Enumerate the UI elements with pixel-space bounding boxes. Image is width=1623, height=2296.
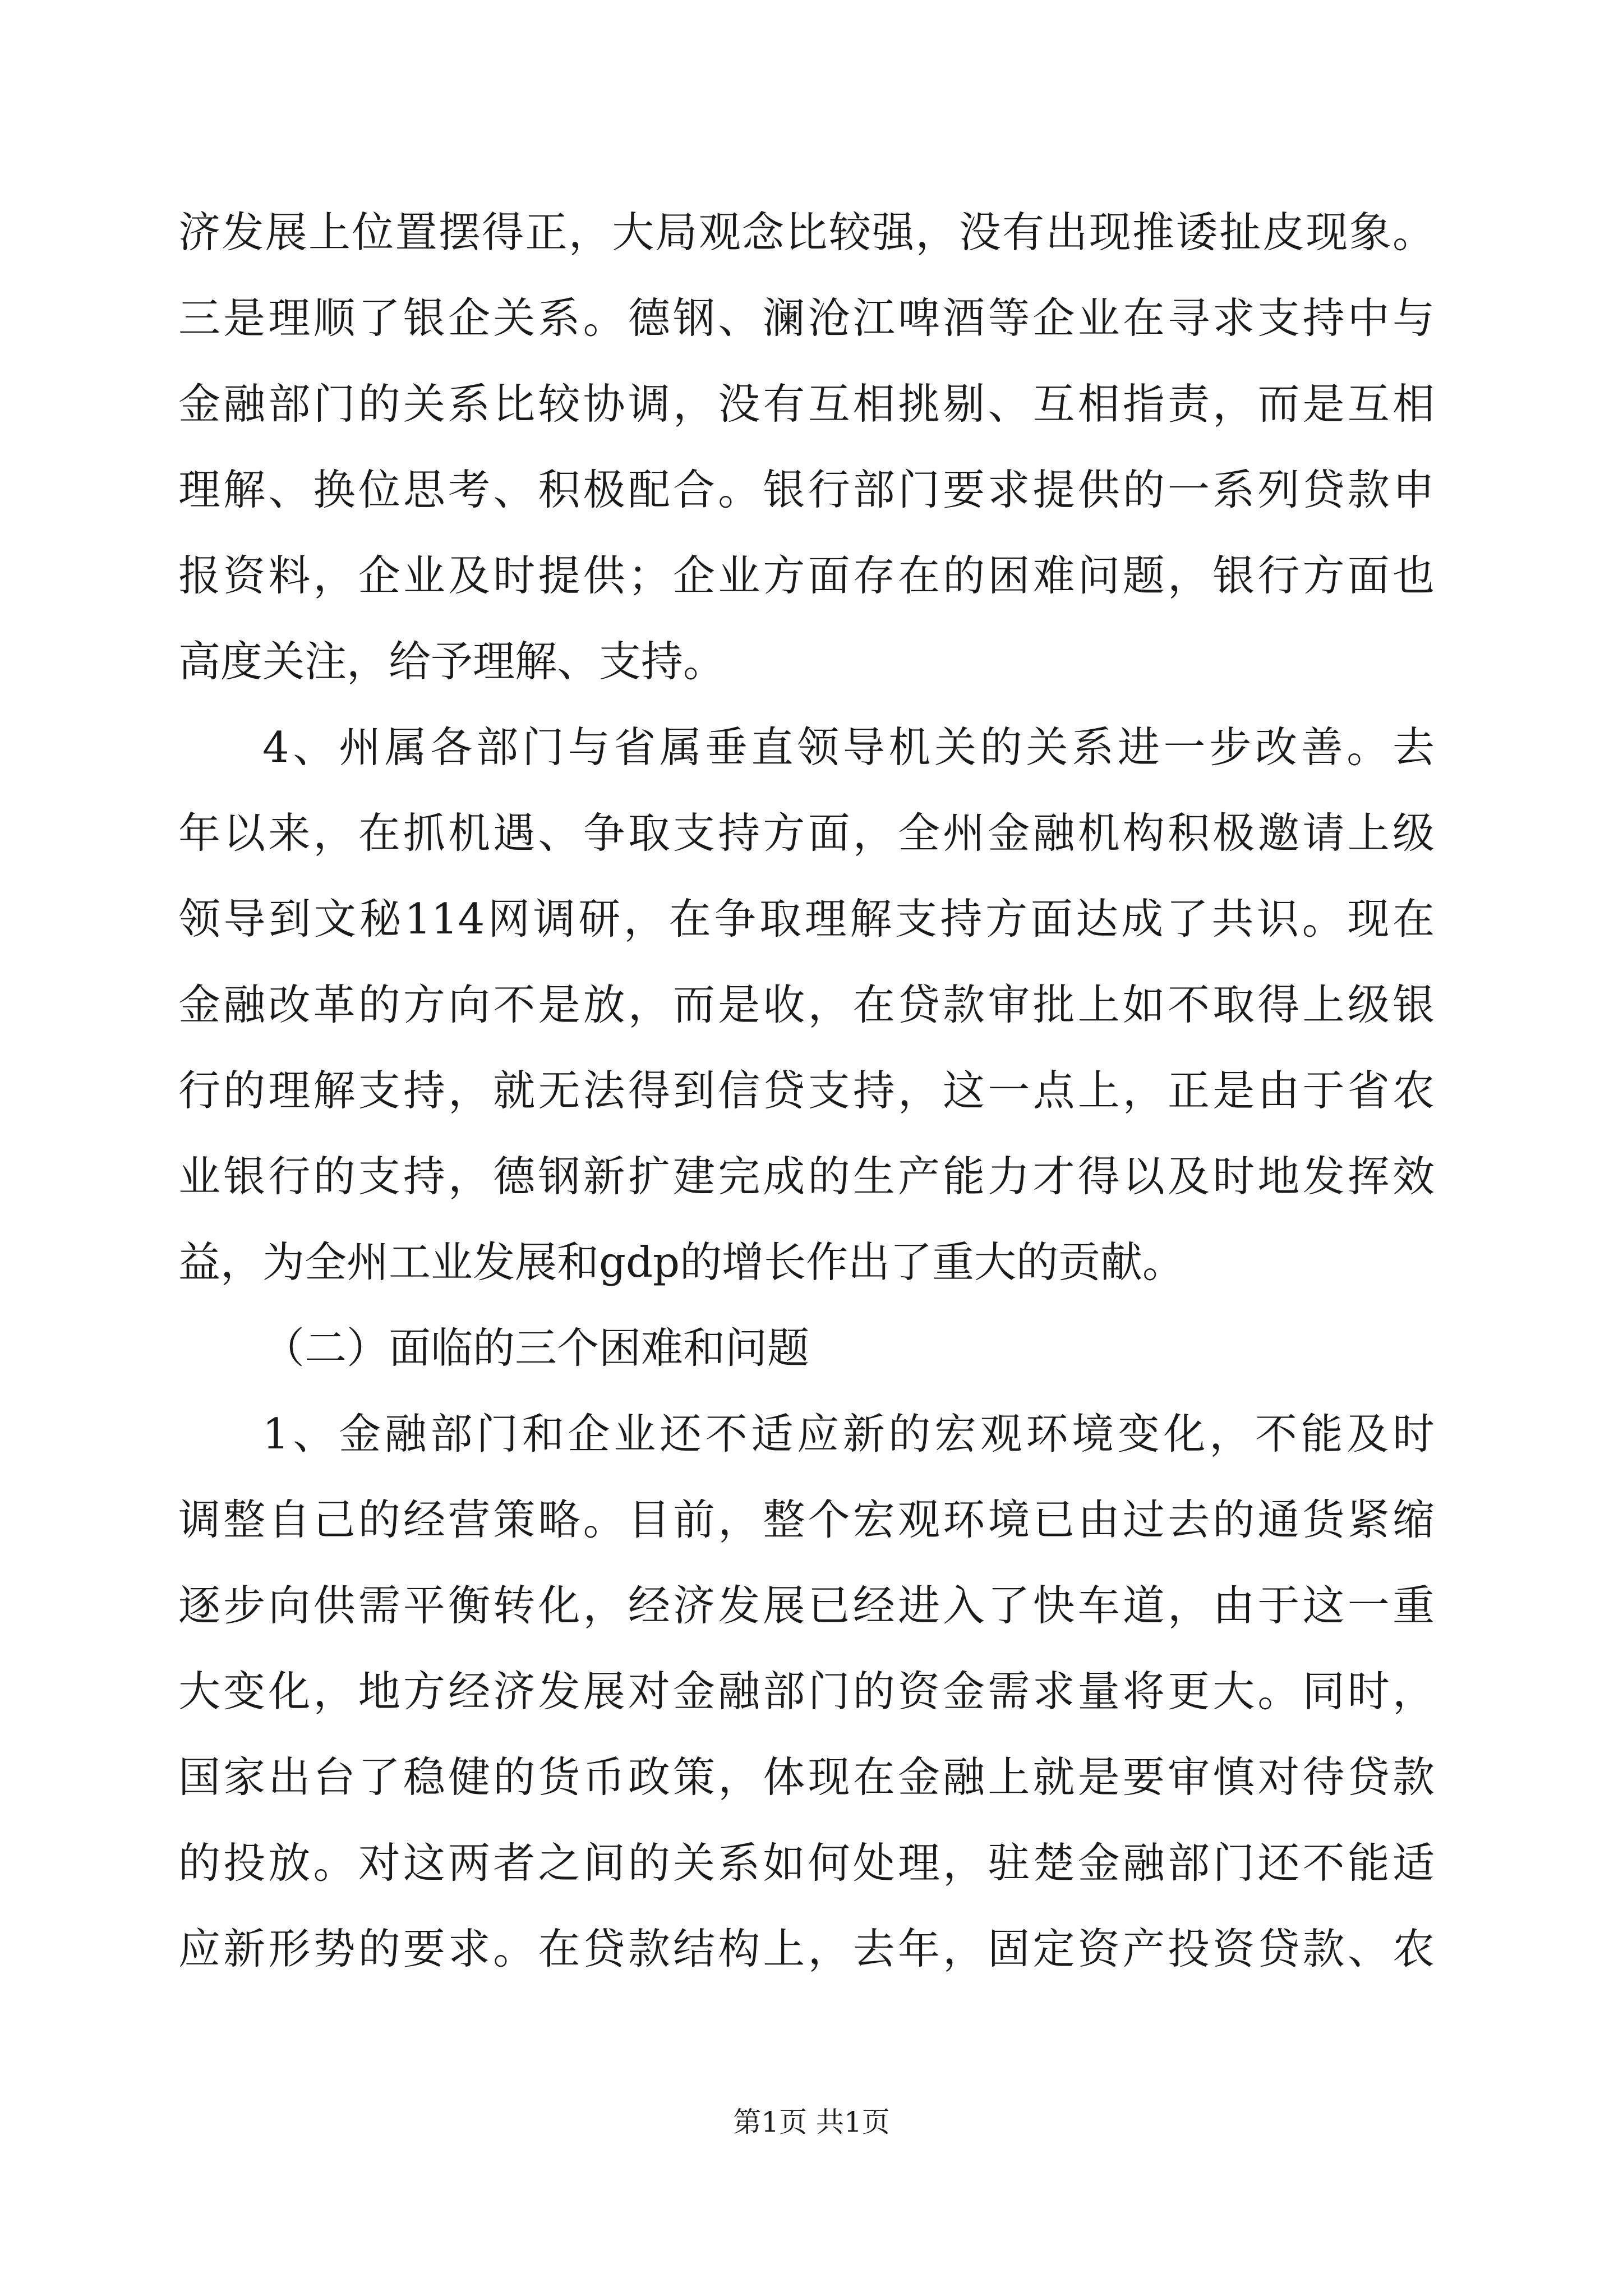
- text-line: 逐步向供需平衡转化，经济发展已经进入了快车道，由于这一重: [178, 1581, 1435, 1630]
- text-line: 大变化，地方经济发展对金融部门的资金需求量将更大。同时，: [178, 1667, 1435, 1716]
- text-line: 益，为全州工业发展和gdp的增长作出了重大的贡献。: [178, 1237, 1185, 1287]
- text-line: 领导到文秘114网调研，在争取理解支持方面达成了共识。现在: [178, 894, 1435, 944]
- text-line: 金融部门的关系比较协调，没有互相挑剔、互相指责，而是互相: [178, 379, 1435, 429]
- text-line: （二）面临的三个困难和问题: [262, 1323, 810, 1373]
- text-line: 理解、换位思考、积极配合。银行部门要求提供的一系列贷款申: [178, 465, 1435, 514]
- document-body: [178, 190, 1435, 1992]
- text-line: 报资料，企业及时提供；企业方面存在的困难问题，银行方面也: [178, 551, 1435, 600]
- text-line: 调整自己的经营策略。目前，整个宏观环境已由过去的通货紧缩: [178, 1495, 1435, 1544]
- text-line: 应新形势的要求。在贷款结构上，去年，固定资产投资贷款、农: [178, 1924, 1435, 1973]
- text-line: 高度关注，给予理解、支持。: [178, 637, 726, 686]
- text-line: 4、州属各部门与省属垂直领导机关的关系进一步改善。去: [262, 723, 1435, 772]
- text-line: 1、金融部门和企业还不适应新的宏观环境变化，不能及时: [262, 1409, 1435, 1458]
- text-line: 国家出台了稳健的货币政策，体现在金融上就是要审慎对待贷款: [178, 1752, 1435, 1802]
- text-line: 年以来，在抓机遇、争取支持方面，全州金融机构积极邀请上级: [178, 808, 1435, 858]
- page-footer: 第1页 共1页: [733, 2106, 890, 2138]
- text-line: 金融改革的方向不是放，而是收，在贷款审批上如不取得上级银: [178, 980, 1435, 1029]
- text-line: 业银行的支持，德钢新扩建完成的生产能力才得以及时地发挥效: [178, 1152, 1435, 1201]
- text-line: 济发展上位置摆得正，大局观念比较强，没有出现推诿扯皮现象。: [178, 208, 1435, 257]
- text-line: 的投放。对这两者之间的关系如何处理，驻楚金融部门还不能适: [178, 1838, 1435, 1888]
- text-line: 行的理解支持，就无法得到信贷支持，这一点上，正是由于省农: [178, 1066, 1435, 1115]
- text-line: 三是理顺了银企关系。德钢、澜沧江啤酒等企业在寻求支持中与: [178, 293, 1435, 343]
